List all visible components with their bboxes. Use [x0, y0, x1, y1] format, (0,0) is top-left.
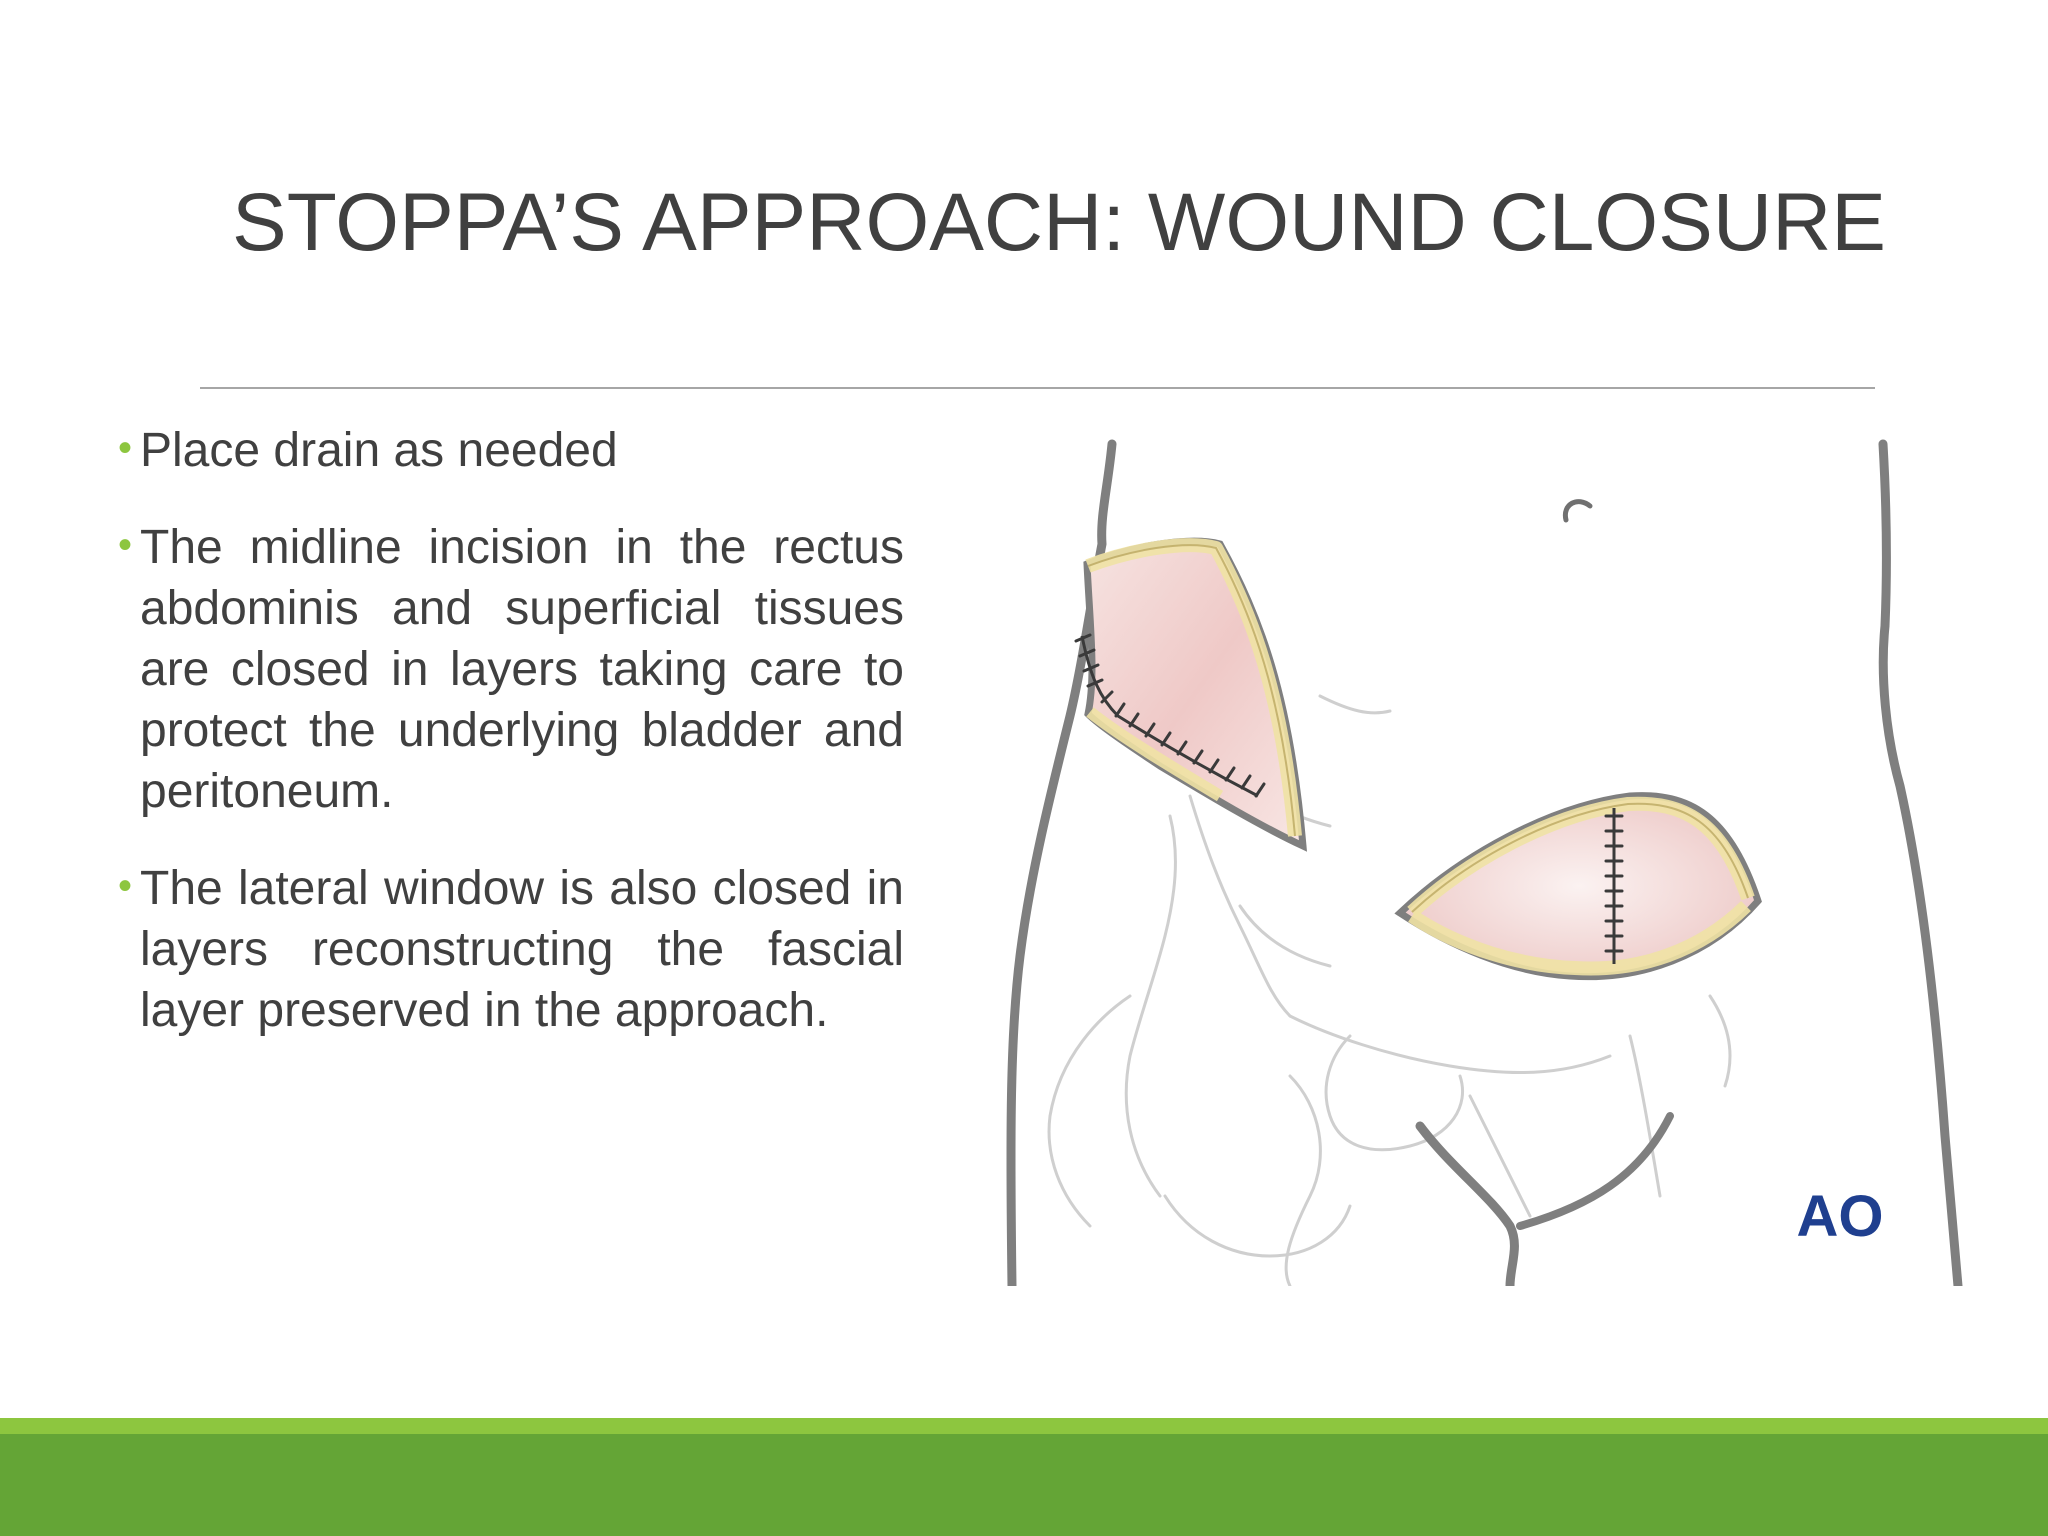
- bullet-item: [118, 858, 904, 1041]
- bullet-marker: •: [118, 864, 133, 908]
- title-divider: [200, 387, 1875, 389]
- bullet-item: [118, 420, 904, 481]
- bullet-marker: •: [118, 523, 133, 567]
- wound-closure-illustration: [990, 436, 1990, 1286]
- ao-logo: AO: [1796, 1184, 1884, 1249]
- bullet-text: The midline incision in the rectus abdominis and superficial tissues are closed in layers taking care to protect the underlying bladder and peritoneum.: [140, 521, 904, 818]
- footer-band-dark: [0, 1434, 2048, 1536]
- bullet-list: [118, 420, 904, 1077]
- bullet-text: Place drain as needed: [140, 424, 618, 477]
- bullet-text: The lateral window is also closed in layers reconstructing the fascial layer preserved in the approach.: [140, 862, 904, 1037]
- bullet-marker: •: [118, 426, 133, 470]
- lateral-window-incision: [1400, 796, 1758, 977]
- slide-title: STOPPA’S APPROACH: WOUND CLOSURE: [232, 177, 1886, 268]
- midline-incision: [1076, 541, 1303, 846]
- bullet-item: [118, 517, 904, 822]
- footer-band-light: [0, 1418, 2048, 1434]
